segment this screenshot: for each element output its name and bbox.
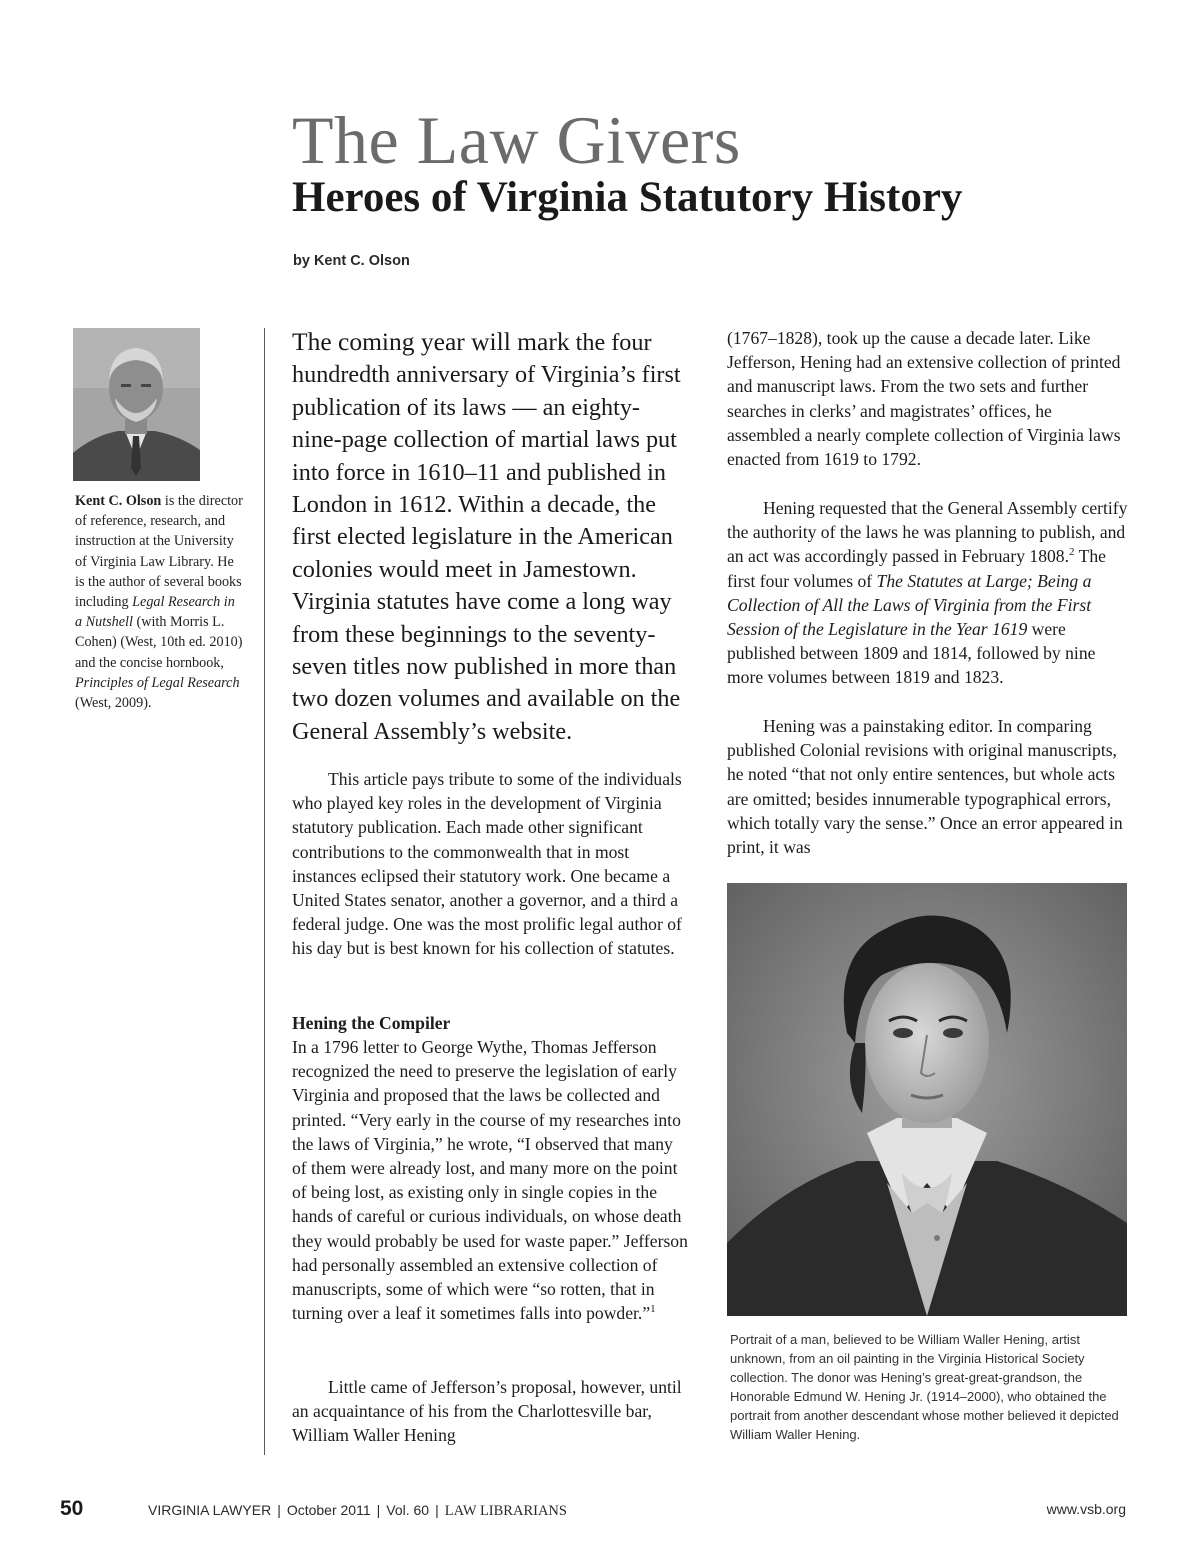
publication-name: VIRGINIA LAWYER xyxy=(148,1502,272,1518)
footer-separator: | xyxy=(376,1502,381,1518)
section-heading: Hening the Compiler xyxy=(292,1013,451,1033)
hening-portrait xyxy=(727,883,1127,1316)
website-url[interactable]: www.vsb.org xyxy=(1046,1501,1126,1517)
lede-paragraph xyxy=(292,326,684,748)
author-photo xyxy=(73,328,200,481)
footer-separator: | xyxy=(277,1502,281,1518)
book-title-nutshell: Legal Research in a Nutshell xyxy=(75,594,235,631)
paragraph-text: were published between 1809 and 1814, followed by nine more volumes between 1819 and 1823. xyxy=(727,619,1096,688)
right-paragraph-2 xyxy=(727,496,1129,690)
intro-paragraph: This article pays tribute to some of the individuals who played key roles in the development of Virginia statutory publication. Each made other significant contributions to the commonwealth that in most instances eclipsed their statutory work. One became a United States senator, another a governor, and a third a federal judge. One was the most prolific legal author of his day but is best known for his collection of statutes. xyxy=(292,769,682,959)
author-bio-text: (West, 2009). xyxy=(75,695,152,712)
author-bio-text: (with Morris L. Cohen) (West, 10th ed. 2010) and the concise hornbook, xyxy=(75,614,243,671)
running-footer xyxy=(148,1502,567,1520)
lede-text: the four hundredth anniversary of Virginia’s first publication of its laws — an eighty-nine-page collection of martial laws put into force in 1610–11 and published in London in 1612. Within a decade, the first elected legislature in the American colonies would meet in Jamestown. Virginia statutes have come a long way from these beginnings to the seventy-seven titles now published in more than two dozen volumes and available on the General Assembly’s website. xyxy=(292,329,681,745)
section-name: LAW LIBRARIANS xyxy=(444,1503,567,1519)
author-name: Kent C. Olson xyxy=(75,493,162,509)
right-paragraph-3: Hening was a painstaking editor. In comparing published Colonial revisions with original manuscripts, he noted “that not only entire sentences, but whole acts are omitted; besides innumerable typographical errors, which totally vary the sense.” Once an error appeared in print, it was xyxy=(727,716,1123,858)
right-paragraph-1: (1767–1828), took up the cause a decade later. Like Jefferson, Hening had an extensive collection of printed and manuscript laws. From the two sets and further searches in clerks’ and magistrates’ offices, he assembled a nearly complete collection of Virginia laws enacted from 1619 to 1792. xyxy=(727,328,1121,470)
book-title-principles: Principles of Legal Research xyxy=(75,674,240,691)
hening-paragraph-1 xyxy=(292,1035,688,1325)
paragraph-text: Hening requested that the General Assembly certify the authority of the laws he was planning to publish, and an act was accordingly passed in February 1808. xyxy=(727,498,1128,567)
footnote-ref: 1 xyxy=(650,1303,656,1316)
article-subtitle: Heroes of Virginia Statutory History xyxy=(292,174,963,221)
issue-date: October 2011 xyxy=(286,1502,371,1518)
portrait-caption: Portrait of a man, believed to be William Waller Hening, artist unknown, from an oil painting in the Virginia Historical Society collection. The donor was Hening’s great-great-grandson, the Honorable Edmund W. Hening Jr. (1914–2000), who obtained the portrait from another descendant whose mother believed it depicted William Waller Hening. xyxy=(730,1332,1119,1442)
hening-paragraph-2: Little came of Jefferson’s proposal, however, until an acquaintance of his from the Charlottesville bar, William Waller Hening xyxy=(292,1377,682,1446)
author-bio xyxy=(75,491,245,713)
footnote-ref: 2 xyxy=(1069,546,1075,559)
volume: Vol. 60 xyxy=(386,1502,430,1518)
page-number: 50 xyxy=(60,1497,84,1520)
footer-separator: | xyxy=(435,1502,439,1518)
author-bio-text: is the director of reference, research, and instruction at the University of Virginia Law Library. He is the author of several books including xyxy=(75,493,243,611)
statutes-title: The Statutes at Large; Being a Collection of All the Laws of Virginia from the First Session of the Legislature in the Year 1619 xyxy=(727,570,1092,640)
paragraph-text: The first four volumes of xyxy=(727,546,1106,591)
paragraph-text: In a 1796 letter to George Wythe, Thomas Jefferson recognized the need to preserve the legislation of early Virginia and proposed that the laws be collected and printed. “Very early in the course of my researches into the laws of Virginia,” he wrote, “I observed that many of them were already lost, and many more on the point of being lost, as existing only in single copies in the hands of careful or curious individuals, on whose death they would probably be used for waste paper.” Jefferson had personally assembled an extensive collection of manuscripts, some of which were “so rotten, that in turning over a leaf it sometimes falls into powder.” xyxy=(292,1037,688,1324)
article-title: The Law Givers xyxy=(292,102,741,178)
column-divider xyxy=(264,328,265,1455)
byline: by Kent C. Olson xyxy=(293,253,410,269)
lede-lead-in: The coming year will mark xyxy=(292,327,570,356)
